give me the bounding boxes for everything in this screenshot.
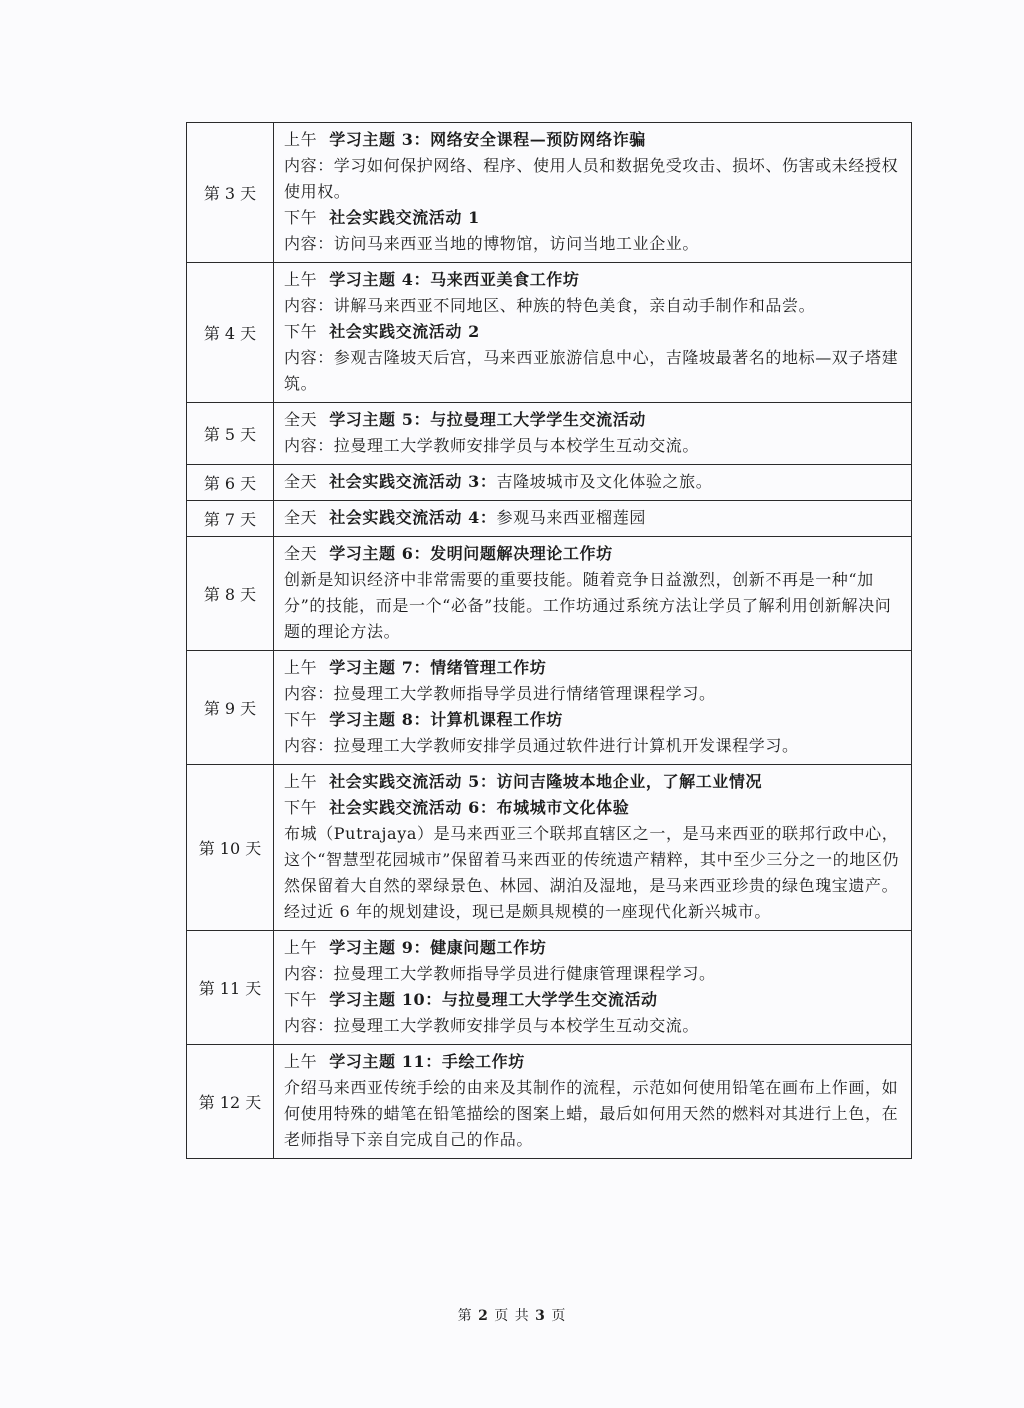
session-heading xyxy=(284,795,903,821)
session-time: 全天 xyxy=(284,544,318,563)
session-description: 内容：拉曼理工大学教师指导学员进行健康管理课程学习。 xyxy=(284,964,716,983)
day-label: 第 4 天 xyxy=(187,263,274,403)
session-description: 内容：参观吉隆坡天后宫，马来西亚旅游信息中心，吉隆坡最著名的地标—双子塔建筑。 xyxy=(284,348,899,393)
session-title: 社会实践交流活动 2 xyxy=(329,322,480,341)
session-description: 介绍马来西亚传统手绘的由来及其制作的流程，示范如何使用铅笔在画布上作画，如何使用特殊的蜡笔在铅笔描绘的图案上蜡，最后如何用天然的燃料对其进行上色，在老师指导下亲自完成自己的作品。 xyxy=(284,1078,899,1149)
session-title: 社会实践交流活动 1 xyxy=(329,208,480,227)
session-description: 内容：拉曼理工大学教师指导学员进行情绪管理课程学习。 xyxy=(284,684,716,703)
session-title: 社会实践交流活动 3： xyxy=(329,472,497,491)
day-label: 第 12 天 xyxy=(187,1045,274,1159)
day-content xyxy=(274,403,912,465)
day-label: 第 3 天 xyxy=(187,123,274,263)
day-content xyxy=(274,501,912,537)
session-time: 下午 xyxy=(284,798,318,817)
session-time: 全天 xyxy=(284,410,318,429)
session-time: 下午 xyxy=(284,990,318,1009)
session-heading xyxy=(284,1049,903,1075)
day-content xyxy=(274,1045,912,1159)
session-description: 内容：学习如何保护网络、程序、使用人员和数据免受攻击、损坏、伤害或未经授权使用权。 xyxy=(284,156,899,201)
session-description: 内容：拉曼理工大学教师安排学员与本校学生互动交流。 xyxy=(284,1016,700,1035)
session-time: 上午 xyxy=(284,1052,318,1071)
page-number-mid: 页 共 xyxy=(494,1308,530,1324)
session-title: 学习主题 4：马来西亚美食工作坊 xyxy=(329,270,580,289)
session-description: 布城（Putrajaya）是马来西亚三个联邦直辖区之一，是马来西亚的联邦行政中心，这个“智慧型花园城市”保留着马来西亚的传统遗产精粹，其中至少三分之一的地区仍然保留着大自然的翠绿景色、林园、湖泊及湿地，是马来西亚珍贵的绿色瑰宝遗产。经过近 6 年的规划建设，现已是颇具规模的一座现代化新兴城市。 xyxy=(284,824,900,921)
schedule-row xyxy=(187,537,912,651)
day-content xyxy=(274,537,912,651)
session-heading xyxy=(284,267,903,293)
page-number-current: 2 xyxy=(478,1308,489,1324)
schedule-row xyxy=(187,263,912,403)
session-title: 社会实践交流活动 4： xyxy=(329,508,497,527)
session-title: 社会实践交流活动 5：访问吉隆坡本地企业，了解工业情况 xyxy=(329,772,763,791)
day-content xyxy=(274,765,912,931)
schedule-row xyxy=(187,651,912,765)
schedule-row xyxy=(187,931,912,1045)
day-label: 第 7 天 xyxy=(187,501,274,537)
session-description: 内容：访问马来西亚当地的博物馆，访问当地工业企业。 xyxy=(284,234,700,253)
session-title: 学习主题 8：计算机课程工作坊 xyxy=(329,710,563,729)
session-title: 学习主题 10：与拉曼理工大学学生交流活动 xyxy=(329,990,658,1009)
schedule-table-body xyxy=(187,123,912,1159)
schedule-row xyxy=(187,465,912,501)
session-time: 上午 xyxy=(284,130,318,149)
session-heading xyxy=(284,319,903,345)
day-label: 第 8 天 xyxy=(187,537,274,651)
session-description: 创新是知识经济中非常需要的重要技能。随着竞争日益激烈，创新不再是一种“加分”的技能，而是一个“必备”技能。工作坊通过系统方法让学员了解利用创新解决问题的理论方法。 xyxy=(284,570,892,641)
session-description: 内容：讲解马来西亚不同地区、种族的特色美食，亲自动手制作和品尝。 xyxy=(284,296,816,315)
session-time: 上午 xyxy=(284,772,318,791)
day-label: 第 11 天 xyxy=(187,931,274,1045)
session-heading xyxy=(284,127,903,153)
schedule-table xyxy=(186,122,912,1159)
schedule-row xyxy=(187,403,912,465)
session-title: 学习主题 11：手绘工作坊 xyxy=(329,1052,525,1071)
session-time: 下午 xyxy=(284,710,318,729)
session-title-detail: 吉隆坡城市及文化体验之旅。 xyxy=(496,472,713,491)
session-time: 上午 xyxy=(284,658,318,677)
session-heading xyxy=(284,987,903,1013)
session-time: 上午 xyxy=(284,270,318,289)
session-title: 学习主题 7：情绪管理工作坊 xyxy=(329,658,547,677)
session-title: 社会实践交流活动 6：布城城市文化体验 xyxy=(329,798,630,817)
session-heading xyxy=(284,505,903,531)
day-content xyxy=(274,465,912,501)
session-heading xyxy=(284,407,903,433)
session-heading xyxy=(284,707,903,733)
session-time: 下午 xyxy=(284,322,318,341)
day-label: 第 6 天 xyxy=(187,465,274,501)
schedule-row xyxy=(187,123,912,263)
session-title: 学习主题 3：网络安全课程—预防网络诈骗 xyxy=(329,130,646,149)
schedule-row xyxy=(187,1045,912,1159)
page-footer xyxy=(0,1305,1024,1325)
session-title-detail: 参观马来西亚榴莲园 xyxy=(496,508,646,527)
session-heading xyxy=(284,541,903,567)
page-number-total: 3 xyxy=(535,1308,546,1324)
session-time: 全天 xyxy=(284,472,318,491)
day-content xyxy=(274,263,912,403)
session-heading xyxy=(284,205,903,231)
day-content xyxy=(274,123,912,263)
session-time: 全天 xyxy=(284,508,318,527)
schedule-row xyxy=(187,765,912,931)
session-heading xyxy=(284,469,903,495)
session-heading xyxy=(284,935,903,961)
day-label: 第 10 天 xyxy=(187,765,274,931)
day-content xyxy=(274,931,912,1045)
page-number-suffix: 页 xyxy=(551,1308,567,1324)
session-title: 学习主题 6：发明问题解决理论工作坊 xyxy=(329,544,613,563)
session-heading xyxy=(284,769,903,795)
day-content xyxy=(274,651,912,765)
page-number-prefix: 第 xyxy=(457,1308,473,1324)
session-description: 内容：拉曼理工大学教师安排学员与本校学生互动交流。 xyxy=(284,436,700,455)
session-title: 学习主题 9：健康问题工作坊 xyxy=(329,938,547,957)
session-heading xyxy=(284,655,903,681)
schedule-row xyxy=(187,501,912,537)
session-time: 下午 xyxy=(284,208,318,227)
session-description: 内容：拉曼理工大学教师安排学员通过软件进行计算机开发课程学习。 xyxy=(284,736,799,755)
session-title: 学习主题 5：与拉曼理工大学学生交流活动 xyxy=(329,410,646,429)
session-time: 上午 xyxy=(284,938,318,957)
day-label: 第 5 天 xyxy=(187,403,274,465)
day-label: 第 9 天 xyxy=(187,651,274,765)
